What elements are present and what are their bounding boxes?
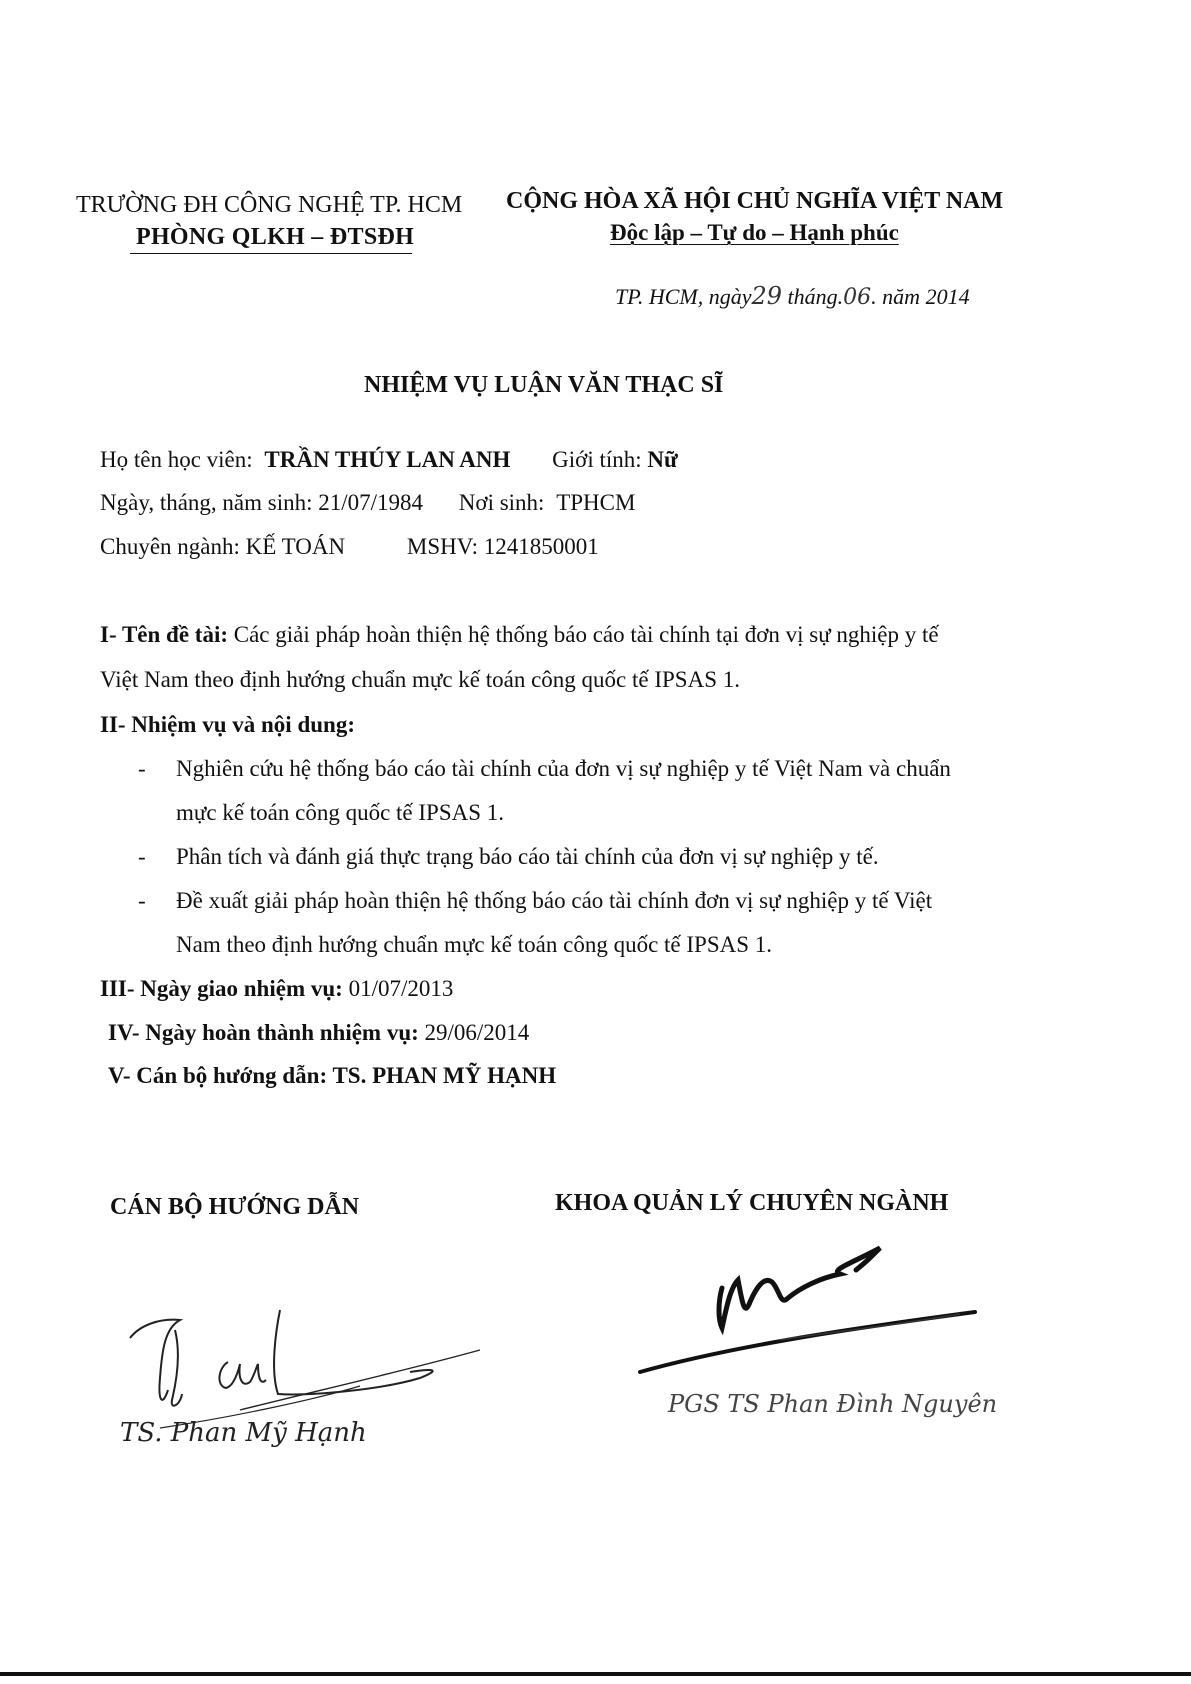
advisor-label: V- Cán bộ hướng dẫn: xyxy=(108,1063,328,1088)
topic-label: I- Tên đề tài: xyxy=(100,622,228,647)
date-month-label: tháng xyxy=(787,284,838,309)
date-day: 29 xyxy=(751,282,783,310)
student-name-row xyxy=(100,447,678,473)
date-year-label: năm xyxy=(882,284,921,309)
advisor-row xyxy=(108,1063,556,1089)
gender-value: Nữ xyxy=(647,447,678,472)
faculty-printed-name: PGS TS Phan Đình Nguyên xyxy=(668,1390,998,1418)
complete-date: 29/06/2014 xyxy=(424,1020,530,1045)
major-label: Chuyên ngành: xyxy=(100,534,240,559)
date-month: 06 xyxy=(843,285,872,310)
task-item-1 xyxy=(138,756,951,782)
national-motto: Độc lập – Tự do – Hạnh phúc xyxy=(610,220,899,245)
task-item-3 xyxy=(138,888,932,914)
student-name: TRẦN THÚY LAN ANH xyxy=(264,447,511,472)
task-text: Phân tích và đánh giá thực trạng báo cáo tài chính của đơn vị sự nghiệp y tế. xyxy=(176,844,879,869)
assign-label: III- Ngày giao nhiệm vụ: xyxy=(100,976,343,1001)
student-dob-row xyxy=(100,490,635,516)
tasks-heading: II- Nhiệm vụ và nội dung: xyxy=(100,712,355,737)
task-item-2 xyxy=(138,844,879,870)
student-major-row xyxy=(100,534,599,560)
gender-label: Giới tính: xyxy=(552,447,642,472)
page-bottom-edge xyxy=(0,1672,1191,1676)
national-title: CỘNG HÒA XÃ HỘI CHỦ NGHĨA VIỆT NAM xyxy=(506,188,1004,214)
advisor-signature-title: CÁN BỘ HƯỚNG DẪN xyxy=(110,1194,360,1220)
complete-date-row xyxy=(108,1020,529,1046)
birthplace-value: TPHCM xyxy=(556,490,636,515)
complete-label: IV- Ngày hoàn thành nhiệm vụ: xyxy=(108,1020,419,1045)
bullet-dash: - xyxy=(138,888,146,913)
faculty-signature xyxy=(630,1240,990,1390)
student-id-value: 1241850001 xyxy=(483,534,599,559)
task-item-1-cont: mực kế toán công quốc tế IPSAS 1. xyxy=(176,800,505,825)
department-underline xyxy=(130,253,412,254)
bullet-dash: - xyxy=(138,844,146,869)
student-id-label: MSHV: xyxy=(406,534,479,559)
task-text: Đề xuất giải pháp hoàn thiện hệ thống báo cáo tài chính đơn vị sự nghiệp y tế Việt xyxy=(176,888,933,913)
birthplace-label: Nơi sinh: xyxy=(458,490,545,515)
school-name: TRƯỜNG ĐH CÔNG NGHỆ TP. HCM xyxy=(76,192,463,218)
topic-line-2: Việt Nam theo định hướng chuẩn mực kế toán công quốc tế IPSAS 1. xyxy=(100,667,740,692)
advisor-printed-name: TS. Phan Mỹ Hạnh xyxy=(120,1418,367,1448)
date-prefix: TP. HCM, ngày xyxy=(615,284,752,309)
page-title: NHIỆM VỤ LUẬN VĂN THẠC SĨ xyxy=(364,372,724,398)
student-name-label: Họ tên học viên: xyxy=(100,447,253,472)
major-value: KẾ TOÁN xyxy=(245,534,346,559)
dob-label: Ngày, tháng, năm sinh: xyxy=(100,490,313,515)
topic-text-1: Các giải pháp hoàn thiện hệ thống báo cáo tài chính tại đơn vị sự nghiệp y tế xyxy=(233,622,939,647)
topic-line-1 xyxy=(100,622,939,648)
faculty-signature-title: KHOA QUẢN LÝ CHUYÊN NGÀNH xyxy=(555,1190,949,1216)
dob-value: 21/07/1984 xyxy=(318,490,424,515)
department-name: PHÒNG QLKH – ĐTSĐH xyxy=(136,224,415,250)
task-item-3-cont: Nam theo định hướng chuẩn mực kế toán công quốc tế IPSAS 1. xyxy=(176,932,773,957)
date-year: 2014 xyxy=(925,284,970,309)
assign-date-row xyxy=(100,976,453,1002)
date-line: TP. HCM, ngày29 tháng.06. năm 2014 xyxy=(615,282,970,310)
assign-date: 01/07/2013 xyxy=(348,976,454,1001)
task-text: Nghiên cứu hệ thống báo cáo tài chính của đơn vị sự nghiệp y tế Việt Nam và chuẩn xyxy=(176,756,951,781)
bullet-dash: - xyxy=(138,756,146,781)
advisor-name: TS. PHAN MỸ HẠNH xyxy=(332,1063,557,1088)
